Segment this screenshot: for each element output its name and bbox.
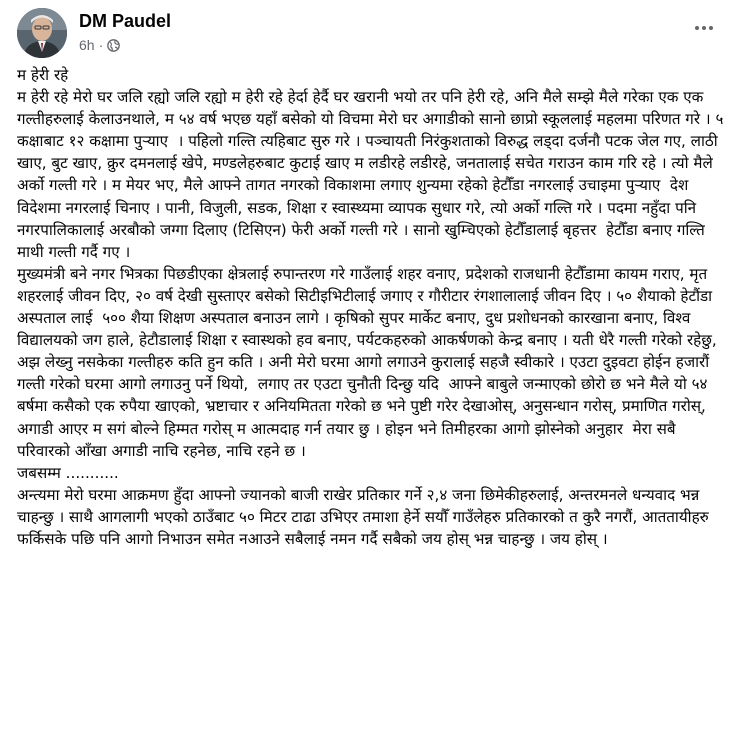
post-paragraph-2: मुख्यमंत्री बने नगर भित्रका पिछडीएका क्षेत्रलाई रुपान्तरण गरे गाउँलाई शहर वनाए, प्रदेशको राजधानी हेटौँडामा कायम गराए, मृत शहरलाई जीवन दिए, २० वर्ष देखी सुस्ताएर बसेको सिटीइभिटीलाई जगाए र गौरीटार रंगशालालाई जीवन दिए । ५० शैयाको हेटौंडा अस्पताल लाई ५०० शैया शिक्षण अस्पताल बनाउन लागे । कृषिको सुपर मार्केट बनाए, दुध प्रशोधनको कारखाना बनाए, विश्व विद्यालयको जग हाले, हेटौडालाई शिक्षा र स्वास्थको हव बनाए, पर्यटकहरुको आकर्षणको केन्द्र बनाए । यती धेरै गल्ती गरेको रहेछु, अझ लेख्नु नसकेका गल्तीहरु कति हुन कति । अनी मेरो घरमा आगो लगाउने कुरालाई सहजै स्वीकारे । एउटा दुइवटा होईन हजारौं गल्ती गरेको घरमा आगो लगाउनु पर्ने थियो, लगाए तर एउटा चुनौती दिन्छु यदि आफ्ने बाबुले जन्माएको छोरो छ भने मैले यो ५४ बर्षमा कसैको एक रुपैया खाएको, भ्रष्टाचार र अनियमितता गरेको छ भने पुष्टी गरेर देखाओस्, अनुसन्धान गरोस्, प्रमाणित गरोस्, अगाडी आएर म सगं बोल्ने हिम्मत गरोस् म आत्मदाह गर्न तयार छु । होइन भने तिमीहरका आगो झोस्ने‌को अनुहार मेरा सबै परिवारको आँखा अगाडी नाचि रहनेछ, नाचि रहने छ ।: [17, 264, 722, 460]
more-horizontal-icon: [695, 26, 699, 30]
globe-icon[interactable]: [107, 39, 120, 52]
post-header: [17, 8, 719, 60]
post-body: [17, 64, 729, 550]
post-meta: [79, 37, 120, 53]
post-time[interactable]: 6h: [79, 37, 95, 53]
more-options-button[interactable]: [689, 18, 719, 38]
author-name[interactable]: DM Paudel: [79, 11, 172, 31]
post-paragraph-4: अन्त्यमा मेरो घरमा आक्रमण हुँदा आफ्नो ज्यानको बाजी राखेर प्रतिकार गर्ने २,४ जना छिमेकीहरुलाई, अन्तरमनले धन्यवाद भन्न चाहन्छु । साथै आगलागी भएको ठाउँबाट ५० मिटर टाढा उभिएर तमाशा हेर्ने सयौँ गाउँलेहरु प्रतिकारको त कुरै नगरौं, आततायीहरु फर्किसके पछि पनि आगो निभाउन समेत नआउने सबैलाई नमन गर्दै सबैको जय होस् भन्न चाहन्छु । जय होस् ।: [17, 485, 714, 548]
avatar-image: [17, 8, 67, 58]
post-title-line: म हेरी रहे: [17, 66, 69, 84]
post-paragraph-1: म हेरी रहे मेरो घर जलि रह्यो जलि रह्यो म हेरी रहे हेर्दा हेर्दै घर खरानी भयो तर पनि हेरी रहे, अनि मैले सम्झे मैले गरेका एक एक गल्तीहरुलाई केलाउनथाले, म ५४ वर्ष भएछ यहाँ बसेको यो विचमा मेरो घर अगाडीको सानो छाप्रो स्कूललाई महलमा परिणत गरे । ५ कक्षाबाट १२ कक्षामा पुर्‍याए । पहिलो गल्ति त्यहिबाट सुरु गरे । पञ्चायती निरंकुशताको विरुद्ध लड्दा दर्जनौ पटक जेल गए, लाठी खाए, बुट खाए, क्रुर दमनलाई खेपे, मण्डलेहरुबाट कुटाई खाए म लडीरहे लडीरहे, जनतालाई सचेत गराउन काम गरि रहे । त्यो मैले अर्को गल्ती गरे । म मेयर भए, मैले आफ्ने तागत नगरको विकाशमा लगाए शुन्यमा रहेको हेटौँडा नगरलाई उचाइमा पुर्‍याए देश विदेशमा नगरलाई चिनाए । पानी, विजुली, सडक, शिक्षा र स्वास्थ्यमा व्यापक सुधार गरे, त्यो अर्को गल्ति गरे । पदमा नहुँदा पनि नगरपालिकालाई अरबौको जग्गा दिलाए (टिसिएन) फेरी अर्को गल्ती गरे । सानो खुम्चिएको हेटौँडालाई बृहत्तर हेटौँडा बनाए गल्ति माथी गल्ती गर्दै गए ।: [17, 88, 729, 261]
meta-separator: ·: [98, 37, 104, 53]
post-paragraph-3: जबसम्म ...........: [17, 463, 119, 482]
avatar[interactable]: [17, 8, 67, 58]
